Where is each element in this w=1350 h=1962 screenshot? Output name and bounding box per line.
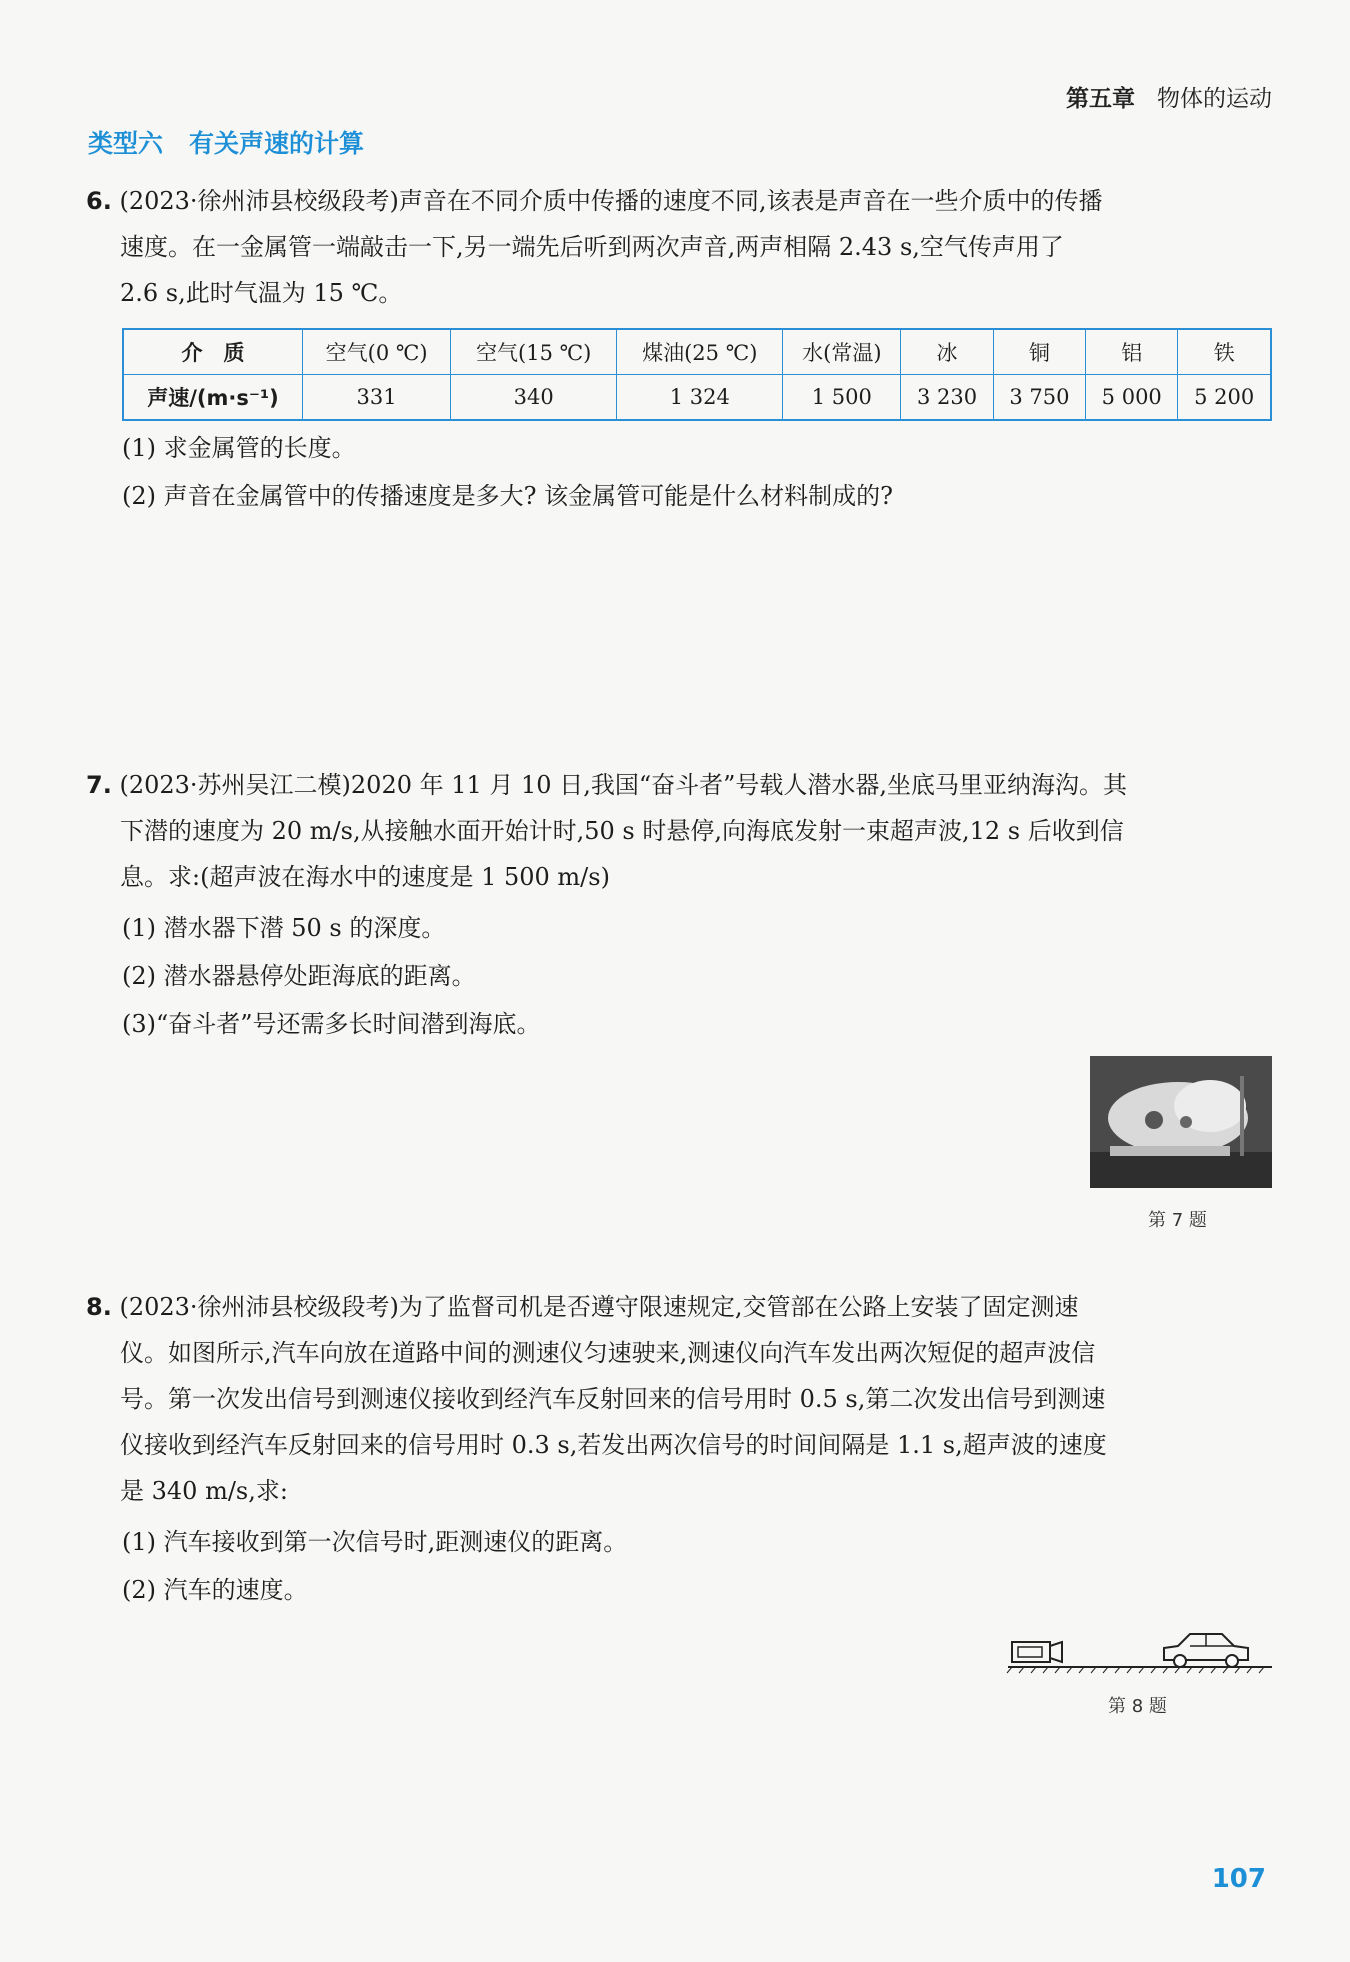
question-number: 8. [86,1293,112,1321]
question-text-line: (2023·苏州吴江二模)2020 年 11 月 10 日,我国“奋斗者”号载人潜水器,坐底马里亚纳海沟。其 [119,771,1127,799]
speed-detector-diagram [1004,1616,1276,1678]
table-cell: 空气(15 ℃) [451,329,617,375]
table-cell: 3 230 [901,375,993,421]
road-icon [1007,1667,1272,1673]
question-text-line: 息。求:(超声波在海水中的速度是 1 500 m/s) [120,863,610,891]
table-cell: 5 200 [1178,375,1271,421]
question-text-line: 下潜的速度为 20 m/s,从接触水面开始计时,50 s 时悬停,向海底发射一束超声波,12 s 后收到信 [120,817,1124,845]
question-text-line: 2.6 s,此时气温为 15 ℃。 [120,279,403,307]
question-number: 6. [86,187,112,215]
table-cell: 铜 [993,329,1085,375]
table-header-cell: 声速/(m·s⁻¹) [123,375,303,421]
sub-question: (2) 声音在金属管中的传播速度是多大? 该金属管可能是什么材料制成的? [122,482,893,510]
question-6-subitems [122,424,893,520]
speed-detector-icon [1012,1642,1062,1662]
question-6 [86,178,1271,316]
sound-speed-table [122,328,1272,421]
table-cell: 铝 [1086,329,1178,375]
table-cell: 水(常温) [783,329,901,375]
chapter-label: 第五章 [1066,86,1135,112]
table-header-cell: 介 质 [123,329,303,375]
figure-8-caption: 第 8 题 [1108,1696,1167,1717]
question-8 [86,1284,1271,1514]
question-text-line: 仪。如图所示,汽车向放在道路中间的测速仪匀速驶来,测速仪向汽车发出两次短促的超声波信 [120,1339,1096,1367]
table-cell: 1 324 [617,375,783,421]
section-label: 类型六 [88,129,164,158]
table-cell: 铁 [1178,329,1271,375]
sub-question: (1) 汽车接收到第一次信号时,距测速仪的距离。 [122,1528,628,1556]
question-text-line: 是 340 m/s,求: [120,1477,288,1505]
question-7 [86,762,1271,900]
sub-question: (2) 潜水器悬停处距海底的距离。 [122,962,476,990]
car-icon [1164,1634,1248,1667]
table-cell: 空气(0 ℃) [303,329,451,375]
question-7-subitems [122,904,541,1048]
chapter-header [1066,80,1272,113]
table-cell: 331 [303,375,451,421]
sub-question: (2) 汽车的速度。 [122,1576,308,1604]
sub-question: (3)“奋斗者”号还需多长时间潜到海底。 [122,1010,541,1038]
question-text-line: 仪接收到经汽车反射回来的信号用时 0.3 s,若发出两次信号的时间间隔是 1.1 s,超声波的速度 [120,1431,1107,1459]
sub-question: (1) 潜水器下潜 50 s 的深度。 [122,914,446,942]
table-row [123,375,1271,421]
submersible-icon [1090,1056,1272,1188]
submersible-photo [1090,1056,1272,1188]
question-text-line: 号。第一次发出信号到测速仪接收到经汽车反射回来的信号用时 0.5 s,第二次发出信号到测速 [120,1385,1106,1413]
question-8-subitems [122,1518,627,1614]
question-number: 7. [86,771,112,799]
question-text-line: (2023·徐州沛县校级段考)为了监督司机是否遵守限速规定,交管部在公路上安装了固定测速 [119,1293,1079,1321]
question-text-line: (2023·徐州沛县校级段考)声音在不同介质中传播的速度不同,该表是声音在一些介质中的传播 [119,187,1103,215]
sub-question: (1) 求金属管的长度。 [122,434,356,462]
section-title [88,124,364,160]
table-cell: 冰 [901,329,993,375]
table-cell: 煤油(25 ℃) [617,329,783,375]
section-heading: 有关声速的计算 [189,129,365,158]
figure-7-caption: 第 7 题 [1148,1210,1207,1231]
table-row [123,329,1271,375]
table-cell: 5 000 [1086,375,1178,421]
table-cell: 340 [451,375,617,421]
question-text-line: 速度。在一金属管一端敲击一下,另一端先后听到两次声音,两声相隔 2.43 s,空气传声用了 [120,233,1064,261]
table-cell: 3 750 [993,375,1085,421]
table-cell: 1 500 [783,375,901,421]
chapter-title: 物体的运动 [1157,86,1272,112]
page-number: 107 [1211,1864,1266,1894]
